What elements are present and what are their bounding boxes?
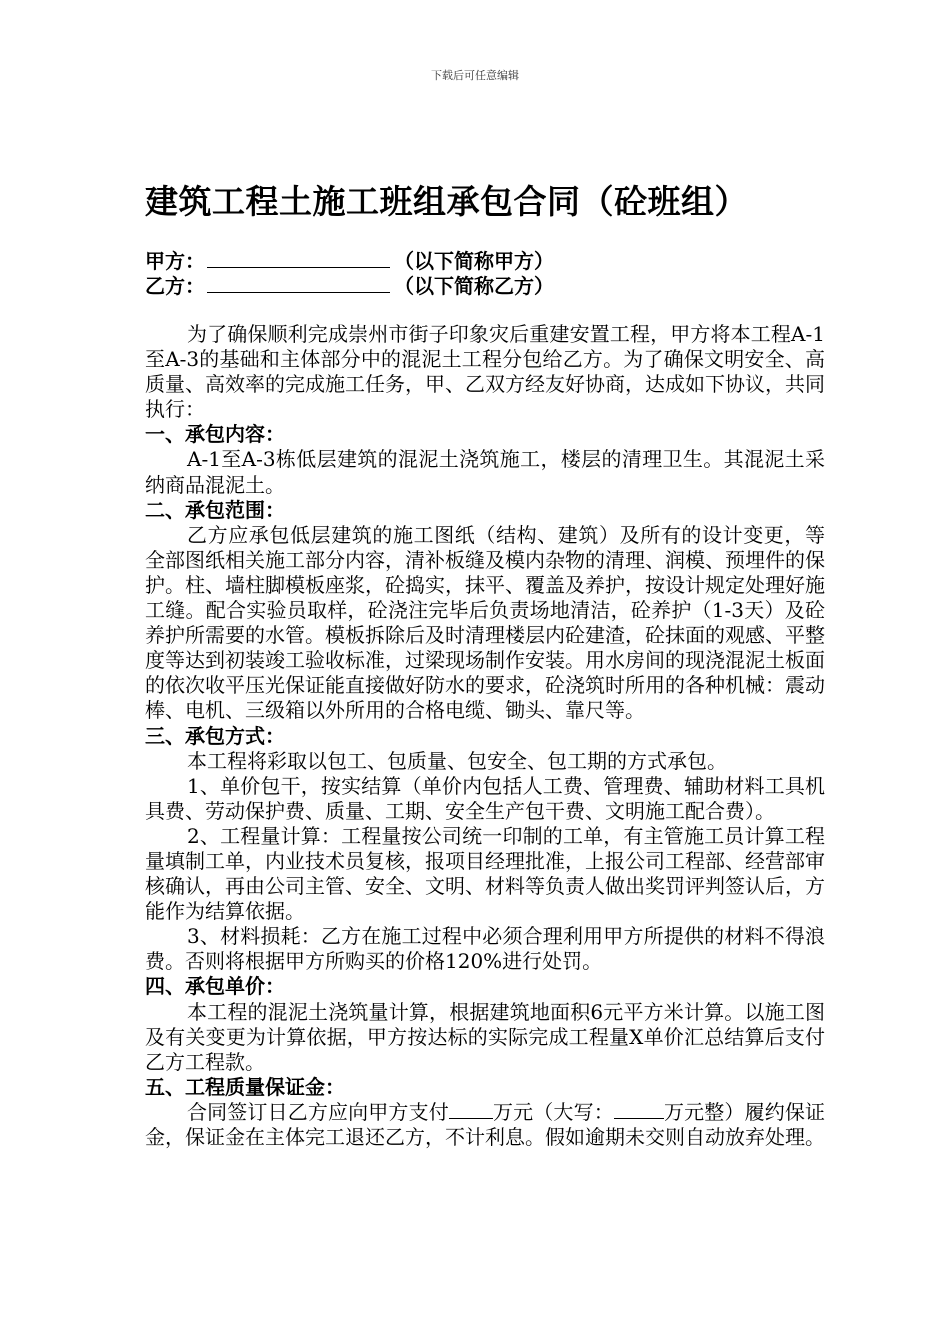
party-b-label: 乙方： <box>145 274 205 298</box>
section-4-heading: 四、承包单价： <box>145 974 285 999</box>
section-3-paragraph-2: 1、单价包干，按实结算（单价内包括人工费、管理费、辅助材料工具机具费、劳动保护费、质量、工期、安全生产包干费、文明施工配合费）。 <box>145 773 825 823</box>
section-5-text-a: 合同签订日乙方应向甲方支付 <box>187 1099 449 1124</box>
section-3-heading: 三、承包方式： <box>145 723 285 748</box>
deposit-amount-words-blank <box>614 1100 664 1119</box>
party-a-line <box>145 249 554 274</box>
section-5-heading: 五、工程质量保证金： <box>145 1074 345 1099</box>
section-2-paragraph: 乙方应承包低层建筑的施工图纸（结构、建筑）及所有的设计变更，等全部图纸相关施工部分内容，清补板缝及模内杂物的清理、润模、预埋件的保护。柱、墙柱脚模板座浆，砼捣实，抹平、覆盖及养护，按设计规定处理好施工缝。配合实验员取样，砼浇注完毕后负责场地清洁，砼养护（1-3天）及砼养护所需要的水管。模板拆除后及时清理楼层内砼建渣，砼抹面的观感、平整度等达到初装竣工验收标准，过梁现场制作安装。用水房间的现浇混泥土板面的依次收平压光保证能直接做好防水的要求，砼浇筑时所用的各种机械：震动棒、电机、三级箱以外所用的合格电缆、锄头、靠尺等。 <box>145 522 825 723</box>
party-a-note: （以下简称甲方） <box>394 249 554 273</box>
section-5-text-c: 万元整）履约保证金，保证金在主体完工退还乙方，不计利息。假如逾期未交则自动放弃处理。 <box>145 1099 826 1149</box>
section-5-text-b: 万元（大写： <box>492 1099 614 1124</box>
section-3-paragraph-4: 3、材料损耗：乙方在施工过程中必须合理利用甲方所提供的材料不得浪费。否则将根据甲方所购买的价格120%进行处罚。 <box>145 924 825 974</box>
party-a-label: 甲方： <box>145 249 205 273</box>
intro-paragraph: 为了确保顺利完成崇州市街子印象灾后重建安置工程，甲方将本工程A-1至A-3的基础和主体部分中的混泥土工程分包给乙方。为了确保文明安全、高质量、高效率的完成施工任务，甲、乙双方经友好协商，达成如下协议，共同执行： <box>145 322 825 422</box>
deposit-amount-blank <box>449 1100 493 1119</box>
section-4-paragraph: 本工程的混泥土浇筑量计算，根据建筑地面积6元平方米计算。以施工图及有关变更为计算依据，甲方按达标的实际完成工程量X单价汇总结算后支付乙方工程款。 <box>145 999 825 1074</box>
party-b-line <box>145 274 554 299</box>
section-2-heading: 二、承包范围： <box>145 497 285 522</box>
section-1-paragraph: A-1至A-3栋低层建筑的混泥土浇筑施工，楼层的清理卫生。其混泥土采纳商品混泥土。 <box>145 447 825 497</box>
party-a-blank <box>207 249 390 268</box>
contract-body <box>145 322 825 1150</box>
section-3-paragraph-1: 本工程将彩取以包工、包质量、包安全、包工期的方式承包。 <box>187 748 727 773</box>
party-b-blank <box>207 274 390 293</box>
section-3-paragraph-3: 2、工程量计算：工程量按公司统一印制的工单，有主管施工员计算工程量填制工单，内业技术员复核，报项目经理批准，上报公司工程部、经营部审核确认，再由公司主管、安全、文明、材料等负责人做出奖罚评判签认后，方能作为结算依据。 <box>145 823 825 924</box>
parties-block <box>145 249 554 299</box>
document-title: 建筑工程土施工班组承包合同（砼班组） <box>145 182 748 221</box>
party-b-note: （以下简称乙方） <box>394 274 554 298</box>
section-1-heading: 一、承包内容： <box>145 422 285 447</box>
section-5-paragraph <box>145 1100 825 1150</box>
header-note: 下载后可任意编辑 <box>431 69 519 82</box>
